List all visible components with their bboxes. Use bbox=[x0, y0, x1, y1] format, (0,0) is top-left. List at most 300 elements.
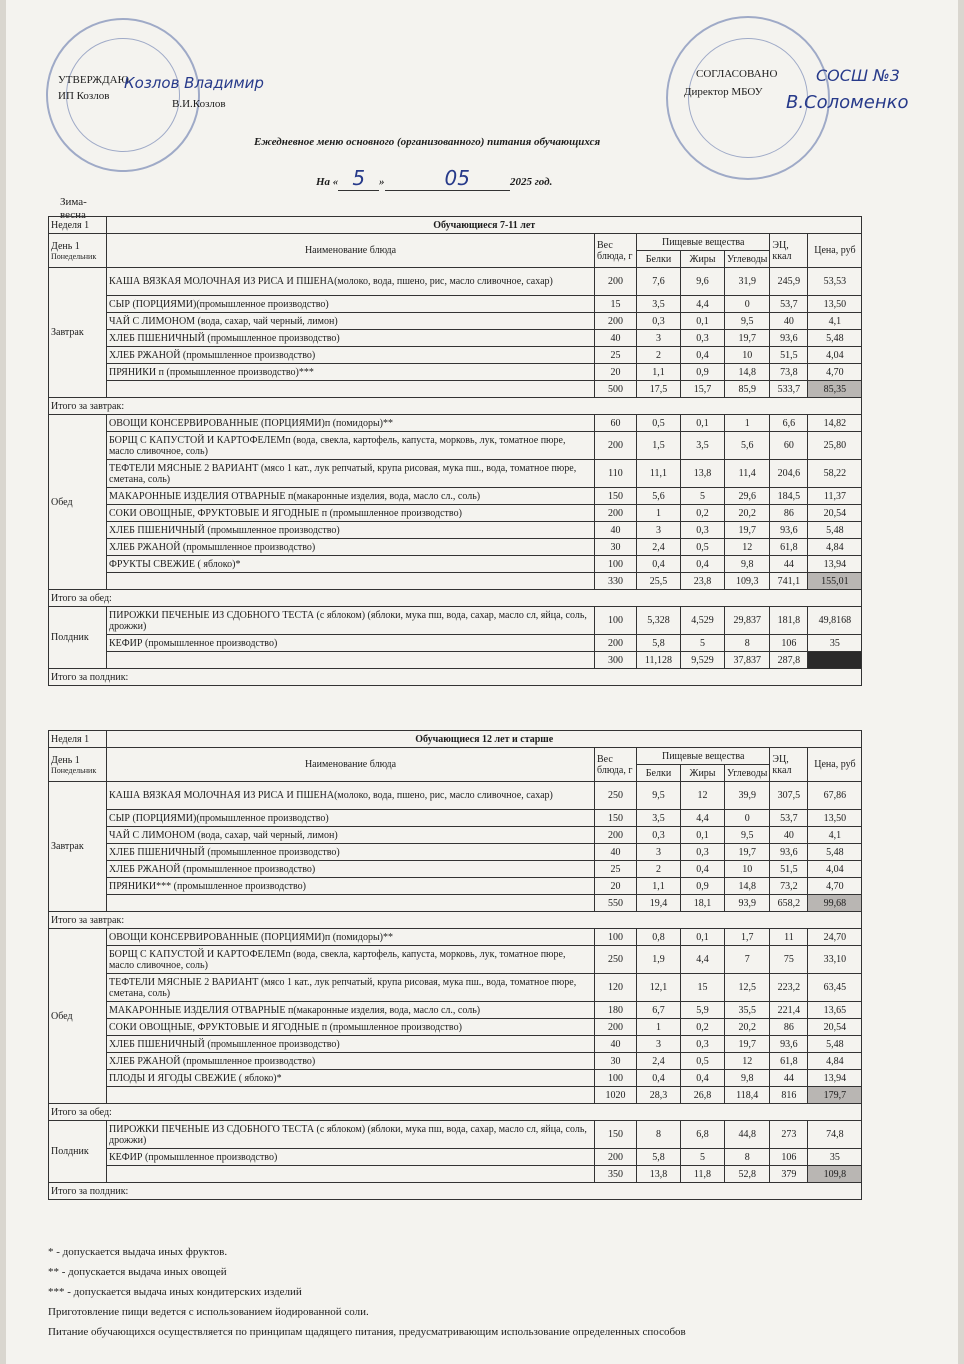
table-row bbox=[49, 296, 862, 313]
total-value: 99,68 bbox=[808, 895, 862, 912]
total-value: 18,1 bbox=[681, 895, 725, 912]
table-cell: 1,1 bbox=[637, 878, 681, 895]
table-row bbox=[49, 782, 862, 810]
dish-name: МАКАРОННЫЕ ИЗДЕЛИЯ ОТВАРНЫЕ п(макаронные изделия, вода, масло сл., соль) bbox=[107, 488, 595, 505]
table-cell: 49,8168 bbox=[808, 607, 862, 635]
table-cell: 180 bbox=[595, 1002, 637, 1019]
week-label: Неделя 1 bbox=[49, 731, 107, 748]
total-value: 300 bbox=[595, 652, 637, 669]
total-value: 500 bbox=[595, 381, 637, 398]
total-value: 533,7 bbox=[770, 381, 808, 398]
table-cell: 5,48 bbox=[808, 844, 862, 861]
table-cell: 200 bbox=[595, 635, 637, 652]
table-cell: 9,5 bbox=[725, 827, 770, 844]
table-row bbox=[49, 556, 862, 573]
dish-name: МАКАРОННЫЕ ИЗДЕЛИЯ ОТВАРНЫЕ п(макаронные изделия, вода, масло сл., соль) bbox=[107, 1002, 595, 1019]
season-label: Зима-весна bbox=[60, 196, 87, 221]
table-cell: 0,3 bbox=[681, 522, 725, 539]
table-cell: 19,7 bbox=[725, 330, 770, 347]
dish-name: ЧАЙ С ЛИМОНОМ (вода, сахар, чай черный, лимон) bbox=[107, 313, 595, 330]
table-cell: 0,4 bbox=[681, 556, 725, 573]
table-cell: 200 bbox=[595, 313, 637, 330]
total-row bbox=[49, 895, 862, 912]
table-cell: 13,50 bbox=[808, 810, 862, 827]
dish-name: ФРУКТЫ СВЕЖИЕ ( яблоко)* bbox=[107, 556, 595, 573]
weight-header: Вес блюда, г bbox=[595, 234, 637, 268]
table-cell: 35,5 bbox=[725, 1002, 770, 1019]
table-cell: 13,94 bbox=[808, 556, 862, 573]
table-cell: 86 bbox=[770, 1019, 808, 1036]
table-cell: 100 bbox=[595, 929, 637, 946]
total-value: 550 bbox=[595, 895, 637, 912]
dish-name: КЕФИР (промышленное производство) bbox=[107, 1149, 595, 1166]
table-cell: 7,6 bbox=[637, 268, 681, 296]
table-cell: 53,7 bbox=[770, 810, 808, 827]
table-cell: 40 bbox=[595, 844, 637, 861]
table-cell: 100 bbox=[595, 607, 637, 635]
table-cell: 4,04 bbox=[808, 861, 862, 878]
table-row bbox=[49, 607, 862, 635]
table-cell: 19,7 bbox=[725, 1036, 770, 1053]
carb-header: Углеводы bbox=[725, 765, 770, 782]
table-cell: 0 bbox=[725, 810, 770, 827]
total-value: 28,3 bbox=[637, 1087, 681, 1104]
table-cell: 120 bbox=[595, 974, 637, 1002]
dish-name: СЫР (ПОРЦИЯМИ)(промышленное производство) bbox=[107, 810, 595, 827]
total-row bbox=[49, 1166, 862, 1183]
nutrients-header: Пищевые вещества bbox=[637, 748, 770, 765]
table-cell: 39,9 bbox=[725, 782, 770, 810]
table-cell: 20,54 bbox=[808, 1019, 862, 1036]
table-cell: 5,6 bbox=[637, 488, 681, 505]
table-cell: 0,4 bbox=[681, 1070, 725, 1087]
table-row bbox=[49, 522, 862, 539]
protein-header: Белки bbox=[637, 251, 681, 268]
table-row bbox=[49, 460, 862, 488]
table-cell: 73,2 bbox=[770, 878, 808, 895]
table-row bbox=[49, 1070, 862, 1087]
table-cell: 13,50 bbox=[808, 296, 862, 313]
price-header: Цена, руб bbox=[808, 748, 862, 782]
table-cell: 3,5 bbox=[637, 810, 681, 827]
dish-name: КЕФИР (промышленное производство) bbox=[107, 635, 595, 652]
table-cell: 9,5 bbox=[637, 782, 681, 810]
total-value: 118,4 bbox=[725, 1087, 770, 1104]
table-cell: 5,8 bbox=[637, 635, 681, 652]
table-cell: 9,5 bbox=[725, 313, 770, 330]
table-cell: 200 bbox=[595, 1019, 637, 1036]
total-value: 287,8 bbox=[770, 652, 808, 669]
table-cell: 40 bbox=[595, 1036, 637, 1053]
table-cell: 223,2 bbox=[770, 974, 808, 1002]
total-value: 17,5 bbox=[637, 381, 681, 398]
total-label: Итого за обед: bbox=[49, 590, 862, 607]
dish-name: СЫР (ПОРЦИЯМИ)(промышленное производство) bbox=[107, 296, 595, 313]
meal-label: Завтрак bbox=[49, 782, 107, 912]
table-row bbox=[49, 330, 862, 347]
document-date: На « 5 » 05 2025 год. bbox=[316, 166, 553, 190]
table-cell: 5,48 bbox=[808, 522, 862, 539]
table-cell: 9,6 bbox=[681, 268, 725, 296]
table-cell: 61,8 bbox=[770, 1053, 808, 1070]
day-label: День 1 Понедельник bbox=[49, 234, 107, 268]
table-cell: 20,54 bbox=[808, 505, 862, 522]
table-cell: 24,70 bbox=[808, 929, 862, 946]
dish-name: ПИРОЖКИ ПЕЧЕНЫЕ ИЗ СДОБНОГО ТЕСТА (с яблоком) (яблоки, мука пш, вода, сахар, масло сл, яйца, соль, дрожжи) bbox=[107, 1121, 595, 1149]
table-cell: 5,9 bbox=[681, 1002, 725, 1019]
approve-label: УТВЕРЖДАЮ bbox=[58, 74, 129, 86]
table-cell: 100 bbox=[595, 556, 637, 573]
table-cell: 3,5 bbox=[681, 432, 725, 460]
table-cell: 200 bbox=[595, 827, 637, 844]
table-cell: 250 bbox=[595, 782, 637, 810]
table-cell: 3,5 bbox=[637, 296, 681, 313]
total-value: 330 bbox=[595, 573, 637, 590]
dish-name: БОРЩ С КАПУСТОЙ И КАРТОФЕЛЕМп (вода, свекла, картофель, капуста, морковь, лук, томатное пюре, масло сливочное, соль) bbox=[107, 946, 595, 974]
table-cell: 273 bbox=[770, 1121, 808, 1149]
total-label: Итого за полдник: bbox=[49, 669, 862, 686]
meal-label: Полдник bbox=[49, 1121, 107, 1183]
total-row bbox=[49, 652, 862, 669]
dish-name: ПИРОЖКИ ПЕЧЕНЫЕ ИЗ СДОБНОГО ТЕСТА (с яблоком) (яблоки, мука пш, вода, сахар, масло сл, яйца, соль, дрожжи) bbox=[107, 607, 595, 635]
table-cell: 5 bbox=[681, 488, 725, 505]
table-cell: 14,8 bbox=[725, 364, 770, 381]
total-value: 23,8 bbox=[681, 573, 725, 590]
table-cell: 3 bbox=[637, 1036, 681, 1053]
table-cell: 2 bbox=[637, 861, 681, 878]
total-value: 1020 bbox=[595, 1087, 637, 1104]
table-cell: 93,6 bbox=[770, 522, 808, 539]
energy-header: ЭЦ, ккал bbox=[770, 234, 808, 268]
table-cell: 1,7 bbox=[725, 929, 770, 946]
energy-header: ЭЦ, ккал bbox=[770, 748, 808, 782]
table-cell: 0,9 bbox=[681, 878, 725, 895]
table-cell: 15 bbox=[595, 296, 637, 313]
table-cell: 58,22 bbox=[808, 460, 862, 488]
day-label: День 1 Понедельник bbox=[49, 748, 107, 782]
table-cell: 0,3 bbox=[681, 330, 725, 347]
table-cell: 0,4 bbox=[681, 861, 725, 878]
table-cell: 0,1 bbox=[681, 827, 725, 844]
total-row bbox=[49, 381, 862, 398]
table-cell: 0,1 bbox=[681, 929, 725, 946]
menu-table bbox=[48, 216, 862, 686]
table-cell: 3 bbox=[637, 522, 681, 539]
dish-name: КАША ВЯЗКАЯ МОЛОЧНАЯ ИЗ РИСА И ПШЕНА(молоко, вода, пшено, рис, масло сливочное, сахар) bbox=[107, 782, 595, 810]
table-cell: 0,5 bbox=[681, 1053, 725, 1070]
table-cell: 14,82 bbox=[808, 415, 862, 432]
total-value: 11,8 bbox=[681, 1166, 725, 1183]
table-cell: 51,5 bbox=[770, 861, 808, 878]
table-cell: 74,8 bbox=[808, 1121, 862, 1149]
table-cell: 20,2 bbox=[725, 1019, 770, 1036]
table-row bbox=[49, 635, 862, 652]
total-value: 85,35 bbox=[808, 381, 862, 398]
table-cell: 93,6 bbox=[770, 1036, 808, 1053]
table-cell: 93,6 bbox=[770, 330, 808, 347]
table-cell: 5,6 bbox=[725, 432, 770, 460]
total-value bbox=[808, 652, 862, 669]
meal-label: Полдник bbox=[49, 607, 107, 669]
table-cell: 44 bbox=[770, 556, 808, 573]
table-cell: 10 bbox=[725, 347, 770, 364]
table-cell: 150 bbox=[595, 1121, 637, 1149]
nutrients-header: Пищевые вещества bbox=[637, 234, 770, 251]
table-cell: 4,4 bbox=[681, 946, 725, 974]
dish-name: ЧАЙ С ЛИМОНОМ (вода, сахар, чай черный, лимон) bbox=[107, 827, 595, 844]
table-cell: 40 bbox=[770, 827, 808, 844]
dish-name: ОВОЩИ КОНСЕРВИРОВАННЫЕ (ПОРЦИЯМИ)п (помидоры)** bbox=[107, 415, 595, 432]
table-cell: 61,8 bbox=[770, 539, 808, 556]
total-value: 658,2 bbox=[770, 895, 808, 912]
dish-name: ХЛЕБ РЖАНОЙ (промышленное производство) bbox=[107, 539, 595, 556]
table-cell: 12,5 bbox=[725, 974, 770, 1002]
table-cell: 5,328 bbox=[637, 607, 681, 635]
table-row bbox=[49, 488, 862, 505]
carb-header: Углеводы bbox=[725, 251, 770, 268]
table-cell: 2,4 bbox=[637, 539, 681, 556]
table-cell: 93,6 bbox=[770, 844, 808, 861]
table-cell: 0,1 bbox=[681, 313, 725, 330]
table-row bbox=[49, 946, 862, 974]
table-cell: 29,837 bbox=[725, 607, 770, 635]
table-cell: 6,6 bbox=[770, 415, 808, 432]
table-cell: 307,5 bbox=[770, 782, 808, 810]
table-cell: 8 bbox=[725, 635, 770, 652]
table-cell: 11,37 bbox=[808, 488, 862, 505]
fat-header: Жиры bbox=[681, 251, 725, 268]
dish-header: Наименование блюда bbox=[107, 234, 595, 268]
table-row bbox=[49, 810, 862, 827]
dish-name: ХЛЕБ ПШЕНИЧНЫЙ (промышленное производство) bbox=[107, 1036, 595, 1053]
table-cell: 12 bbox=[725, 1053, 770, 1070]
table-cell: 1,9 bbox=[637, 946, 681, 974]
table-cell: 245,9 bbox=[770, 268, 808, 296]
table-cell: 0,3 bbox=[637, 313, 681, 330]
table-cell: 11,4 bbox=[725, 460, 770, 488]
table-cell: 1 bbox=[637, 505, 681, 522]
table-cell: 53,53 bbox=[808, 268, 862, 296]
table-cell: 0,3 bbox=[637, 827, 681, 844]
table-cell: 60 bbox=[595, 415, 637, 432]
table-cell: 5,48 bbox=[808, 330, 862, 347]
total-label-spacer bbox=[107, 1087, 595, 1104]
footnote: ** - допускается выдача иных овощей bbox=[48, 1266, 227, 1278]
table-cell: 12,1 bbox=[637, 974, 681, 1002]
table-row bbox=[49, 347, 862, 364]
table-cell: 13,8 bbox=[681, 460, 725, 488]
table-cell: 0 bbox=[725, 296, 770, 313]
table-cell: 13,65 bbox=[808, 1002, 862, 1019]
footnote: *** - допускается выдача иных кондитерских изделий bbox=[48, 1286, 302, 1298]
table-cell: 0,3 bbox=[681, 844, 725, 861]
dish-name: ХЛЕБ ПШЕНИЧНЫЙ (промышленное производство) bbox=[107, 330, 595, 347]
table-cell: 6,7 bbox=[637, 1002, 681, 1019]
dish-name: ОВОЩИ КОНСЕРВИРОВАННЫЕ (ПОРЦИЯМИ)п (помидоры)** bbox=[107, 929, 595, 946]
table-cell: 73,8 bbox=[770, 364, 808, 381]
table-cell: 25 bbox=[595, 861, 637, 878]
table-row bbox=[49, 268, 862, 296]
table-cell: 19,7 bbox=[725, 844, 770, 861]
table-cell: 4,1 bbox=[808, 827, 862, 844]
table-cell: 2,4 bbox=[637, 1053, 681, 1070]
table-cell: 15 bbox=[681, 974, 725, 1002]
footnote: Питание обучающихся осуществляется по принципам щадящего питания, предусматривающим использование определенных способов bbox=[48, 1326, 686, 1338]
table-cell: 20 bbox=[595, 364, 637, 381]
total-label-spacer bbox=[107, 573, 595, 590]
table-cell: 4,4 bbox=[681, 296, 725, 313]
dish-name: ПРЯНИКИ п (промышленное производство)*** bbox=[107, 364, 595, 381]
dish-header: Наименование блюда bbox=[107, 748, 595, 782]
table-cell: 150 bbox=[595, 810, 637, 827]
total-label: Итого за полдник: bbox=[49, 1183, 862, 1200]
total-label-spacer bbox=[107, 895, 595, 912]
approve-sub: ИП Козлов bbox=[58, 90, 110, 102]
table-cell: 40 bbox=[595, 330, 637, 347]
total-value: 741,1 bbox=[770, 573, 808, 590]
table-cell: 4,70 bbox=[808, 364, 862, 381]
dish-name: БОРЩ С КАПУСТОЙ И КАРТОФЕЛЕМп (вода, свекла, картофель, капуста, морковь, лук, томатное пюре, масло сливочное, соль) bbox=[107, 432, 595, 460]
table-row bbox=[49, 432, 862, 460]
table-cell: 25 bbox=[595, 347, 637, 364]
date-day: 5 bbox=[338, 166, 379, 191]
table-cell: 184,5 bbox=[770, 488, 808, 505]
meal-label: Обед bbox=[49, 415, 107, 590]
table-cell: 40 bbox=[595, 522, 637, 539]
table-row bbox=[49, 1036, 862, 1053]
total-value: 93,9 bbox=[725, 895, 770, 912]
total-value: 15,7 bbox=[681, 381, 725, 398]
table-cell: 5 bbox=[681, 1149, 725, 1166]
table-cell: 4,84 bbox=[808, 1053, 862, 1070]
table-cell: 4,529 bbox=[681, 607, 725, 635]
total-value: 52,8 bbox=[725, 1166, 770, 1183]
table-row bbox=[49, 505, 862, 522]
table-row bbox=[49, 539, 862, 556]
table-row bbox=[49, 929, 862, 946]
table-cell: 25,80 bbox=[808, 432, 862, 460]
dish-name: ПЛОДЫ И ЯГОДЫ СВЕЖИЕ ( яблоко)* bbox=[107, 1070, 595, 1087]
table-cell: 6,8 bbox=[681, 1121, 725, 1149]
table-row bbox=[49, 827, 862, 844]
dish-name: ХЛЕБ РЖАНОЙ (промышленное производство) bbox=[107, 1053, 595, 1070]
table-cell: 35 bbox=[808, 635, 862, 652]
total-value: 13,8 bbox=[637, 1166, 681, 1183]
table-cell: 10 bbox=[725, 861, 770, 878]
approve-name: В.И.Козлов bbox=[172, 98, 226, 110]
table-cell: 8 bbox=[725, 1149, 770, 1166]
total-value: 11,128 bbox=[637, 652, 681, 669]
table-row bbox=[49, 861, 862, 878]
total-value: 109,8 bbox=[808, 1166, 862, 1183]
total-value: 109,3 bbox=[725, 573, 770, 590]
table-cell: 0,4 bbox=[681, 347, 725, 364]
table-cell: 221,4 bbox=[770, 1002, 808, 1019]
dish-name: ХЛЕБ РЖАНОЙ (промышленное производство) bbox=[107, 861, 595, 878]
total-label-spacer bbox=[107, 1166, 595, 1183]
table-cell: 29,6 bbox=[725, 488, 770, 505]
dish-name: ХЛЕБ РЖАНОЙ (промышленное производство) bbox=[107, 347, 595, 364]
table-cell: 0,4 bbox=[637, 556, 681, 573]
table-cell: 33,10 bbox=[808, 946, 862, 974]
weight-header: Вес блюда, г bbox=[595, 748, 637, 782]
total-value: 155,01 bbox=[808, 573, 862, 590]
total-value: 179,7 bbox=[808, 1087, 862, 1104]
table-row bbox=[49, 1053, 862, 1070]
total-value: 350 bbox=[595, 1166, 637, 1183]
total-value: 26,8 bbox=[681, 1087, 725, 1104]
table-cell: 20 bbox=[595, 878, 637, 895]
meal-label: Обед bbox=[49, 929, 107, 1104]
total-label-spacer bbox=[107, 381, 595, 398]
dish-name: ТЕФТЕЛИ МЯСНЫЕ 2 ВАРИАНТ (мясо 1 кат., лук репчатый, крупа рисовая, мука пш., вода, томатное пюре, сметана, соль) bbox=[107, 460, 595, 488]
table-cell: 2 bbox=[637, 347, 681, 364]
table-cell: 19,7 bbox=[725, 522, 770, 539]
table-cell: 53,7 bbox=[770, 296, 808, 313]
table-row bbox=[49, 844, 862, 861]
table-cell: 11,1 bbox=[637, 460, 681, 488]
table-cell: 8 bbox=[637, 1121, 681, 1149]
table-row bbox=[49, 364, 862, 381]
table-row bbox=[49, 1019, 862, 1036]
date-month: 05 bbox=[385, 166, 510, 191]
table-cell: 200 bbox=[595, 1149, 637, 1166]
table-cell: 13,94 bbox=[808, 1070, 862, 1087]
table-cell: 106 bbox=[770, 635, 808, 652]
table-cell: 20,2 bbox=[725, 505, 770, 522]
table-cell: 1 bbox=[637, 1019, 681, 1036]
dish-name: ХЛЕБ ПШЕНИЧНЫЙ (промышленное производство) bbox=[107, 844, 595, 861]
table-cell: 4,1 bbox=[808, 313, 862, 330]
total-value: 37,837 bbox=[725, 652, 770, 669]
table-cell: 12 bbox=[725, 539, 770, 556]
table-cell: 3 bbox=[637, 844, 681, 861]
table-cell: 51,5 bbox=[770, 347, 808, 364]
footnote: * - допускается выдача иных фруктов. bbox=[48, 1246, 228, 1258]
table-row bbox=[49, 415, 862, 432]
entrepreneur-stamp bbox=[26, 0, 220, 192]
group-title: Обучающиеся 7-11 лет bbox=[107, 217, 862, 234]
dish-name: СОКИ ОВОЩНЫЕ, ФРУКТОВЫЕ И ЯГОДНЫЕ п (промышленное производство) bbox=[107, 1019, 595, 1036]
table-cell: 0,9 bbox=[681, 364, 725, 381]
table-cell: 9,8 bbox=[725, 556, 770, 573]
group-title: Обучающиеся 12 лет и старше bbox=[107, 731, 862, 748]
table-cell: 1 bbox=[725, 415, 770, 432]
table-cell: 14,8 bbox=[725, 878, 770, 895]
table-cell: 0,3 bbox=[681, 1036, 725, 1053]
table-cell: 200 bbox=[595, 505, 637, 522]
dish-name: ПРЯНИКИ*** (промышленное производство) bbox=[107, 878, 595, 895]
table-cell: 40 bbox=[770, 313, 808, 330]
dish-name: ХЛЕБ ПШЕНИЧНЫЙ (промышленное производство) bbox=[107, 522, 595, 539]
table-cell: 31,9 bbox=[725, 268, 770, 296]
table-cell: 0,2 bbox=[681, 1019, 725, 1036]
dish-name: СОКИ ОВОЩНЫЕ, ФРУКТОВЫЕ И ЯГОДНЫЕ п (промышленное производство) bbox=[107, 505, 595, 522]
table-cell: 4,70 bbox=[808, 878, 862, 895]
table-cell: 12 bbox=[681, 782, 725, 810]
approve-signature: Козлов Владимир bbox=[124, 74, 264, 92]
dish-name: ТЕФТЕЛИ МЯСНЫЕ 2 ВАРИАНТ (мясо 1 кат., лук репчатый, крупа рисовая, мука пш., вода, томатное пюре, сметана, соль) bbox=[107, 974, 595, 1002]
table-cell: 75 bbox=[770, 946, 808, 974]
table-cell: 5,8 bbox=[637, 1149, 681, 1166]
table-cell: 4,04 bbox=[808, 347, 862, 364]
table-cell: 9,8 bbox=[725, 1070, 770, 1087]
protein-header: Белки bbox=[637, 765, 681, 782]
table-row bbox=[49, 1002, 862, 1019]
agree-sub: Директор МБОУ bbox=[684, 86, 763, 98]
meal-label: Завтрак bbox=[49, 268, 107, 398]
table-row bbox=[49, 878, 862, 895]
